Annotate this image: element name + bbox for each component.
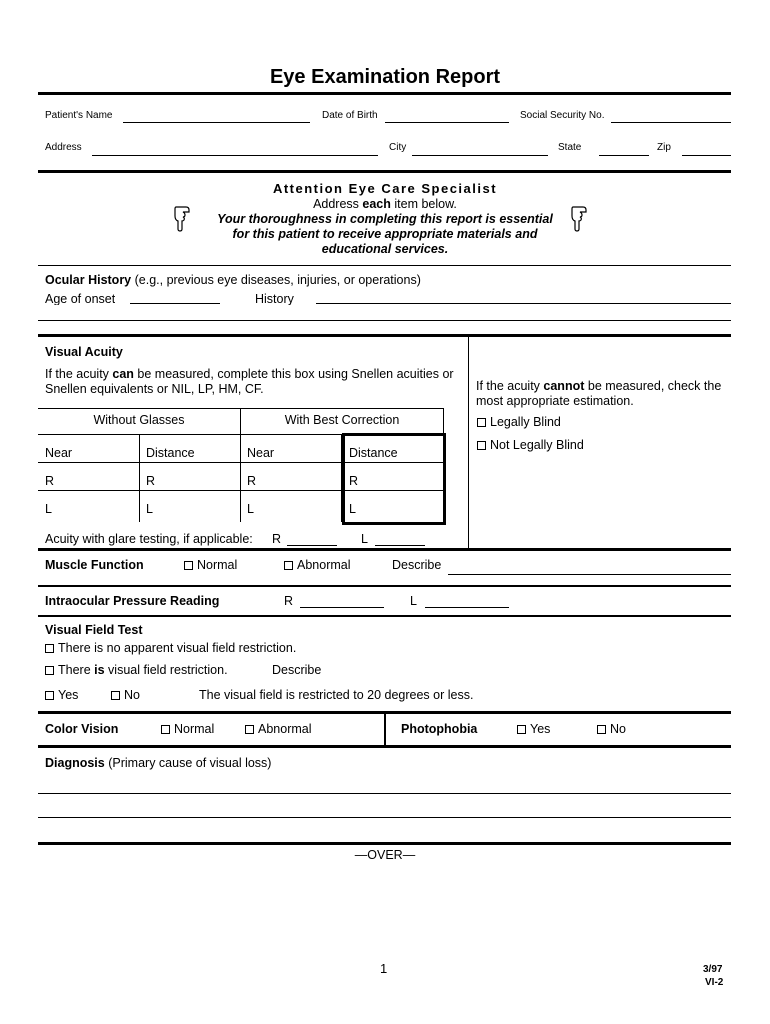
form-date: 3/97: [703, 964, 723, 975]
photophobia-heading: Photophobia: [401, 722, 478, 736]
table-border: [139, 434, 140, 522]
state-field[interactable]: [599, 155, 649, 156]
diagnosis-hint: (Primary cause of visual loss): [104, 756, 272, 770]
photophobia-no-option[interactable]: [597, 722, 626, 736]
patient-name-label: Patient's Name: [45, 110, 113, 121]
section-rule: [38, 334, 731, 337]
cell-r-distance-without[interactable]: R: [146, 474, 156, 488]
section-rule: [38, 615, 731, 617]
dob-label: Date of Birth: [322, 110, 378, 121]
color-vision-heading: Color Vision: [45, 722, 119, 736]
cell-l-near-without[interactable]: L: [45, 502, 52, 516]
restriction-pre: There: [58, 663, 95, 677]
acuity-divider: [468, 337, 469, 549]
address-field[interactable]: [92, 155, 378, 156]
glare-l-label: L: [361, 532, 368, 546]
cell-l-distance-without[interactable]: L: [146, 502, 153, 516]
cannot-pre: If the acuity: [476, 379, 544, 393]
checkbox[interactable]: [161, 725, 170, 734]
cell-r-near-with[interactable]: R: [247, 474, 257, 488]
section-rule: [38, 170, 731, 173]
form-code: VI-2: [705, 977, 724, 988]
ocular-history-hint: (e.g., previous eye diseases, injuries, or operations): [131, 273, 421, 287]
page-title: Eye Examination Report: [269, 66, 501, 88]
iop-r-label: R: [284, 594, 294, 608]
col-near-without: Near: [45, 446, 73, 460]
state-label: State: [558, 142, 582, 153]
muscle-abnormal-label: Abnormal: [297, 558, 351, 572]
color-normal-option[interactable]: [161, 722, 214, 736]
city-label: City: [389, 142, 407, 153]
section-rule: [38, 745, 731, 748]
diagnosis-line-1[interactable]: [38, 793, 731, 794]
zip-field[interactable]: [682, 155, 731, 156]
checkbox[interactable]: [284, 561, 293, 570]
attention-heading: Attention Eye Care Specialist: [272, 181, 498, 196]
acuity-instructions: [45, 367, 454, 381]
muscle-describe-label: Describe: [392, 558, 442, 572]
cell-l-near-with[interactable]: L: [247, 502, 254, 516]
legally-blind-option[interactable]: [477, 415, 561, 429]
color-photophobia-divider: [384, 714, 386, 746]
checkbox[interactable]: [45, 691, 54, 700]
without-glasses-header: Without Glasses: [93, 413, 185, 427]
restriction-describe-label: Describe: [272, 663, 322, 677]
legally-blind-label: Legally Blind: [490, 415, 561, 429]
iop-r-field[interactable]: [300, 607, 384, 608]
checkbox[interactable]: [597, 725, 606, 734]
history-second-line[interactable]: [38, 320, 731, 321]
diagnosis-heading: [45, 756, 271, 770]
cannot-bold: cannot: [543, 379, 585, 393]
restricted-no-option[interactable]: [111, 688, 140, 702]
attention-line2: Your thoroughness in completing this report is essential: [217, 212, 553, 226]
attention-line1-pre: Address: [313, 197, 363, 211]
ocular-history-heading: [45, 273, 421, 287]
iop-l-field[interactable]: [425, 607, 509, 608]
attention-rule: [38, 265, 731, 266]
ssn-label: Social Security No.: [520, 110, 605, 121]
cannot-measure-line2: most appropriate estimation.: [476, 394, 634, 408]
photophobia-no-label: No: [610, 722, 626, 736]
patient-name-field[interactable]: [123, 122, 310, 123]
section-rule: [38, 548, 731, 551]
no-restriction-option[interactable]: [45, 641, 296, 655]
iop-heading: Intraocular Pressure Reading: [45, 594, 220, 608]
attention-line1: [0, 197, 770, 211]
visual-field-heading: Visual Field Test: [45, 623, 143, 637]
col-distance-without: Distance: [146, 446, 195, 460]
checkbox[interactable]: [477, 441, 486, 450]
checkbox[interactable]: [184, 561, 193, 570]
ssn-field[interactable]: [611, 122, 731, 123]
restricted-no-label: No: [124, 688, 140, 702]
visual-acuity-heading: Visual Acuity: [45, 345, 123, 359]
glare-r-field[interactable]: [287, 545, 337, 546]
address-label: Address: [45, 142, 82, 153]
city-field[interactable]: [412, 155, 548, 156]
age-onset-label: Age of onset: [45, 292, 116, 305]
color-abnormal-label: Abnormal: [258, 722, 312, 736]
over-indicator: —OVER—: [354, 848, 416, 862]
diagnosis-title: Diagnosis: [45, 756, 105, 770]
color-abnormal-option[interactable]: [245, 722, 312, 736]
cell-r-near-without[interactable]: R: [45, 474, 55, 488]
no-restriction-label: There is no apparent visual field restriction.: [58, 641, 297, 655]
restricted-20-text: The visual field is restricted to 20 degrees or less.: [199, 688, 474, 702]
attention-line4: educational services.: [321, 242, 449, 256]
iop-l-label: L: [410, 594, 417, 608]
cannot-post: be measured, check the: [584, 379, 722, 393]
color-normal-label: Normal: [174, 722, 215, 736]
muscle-normal-label: Normal: [197, 558, 238, 572]
checkbox[interactable]: [517, 725, 526, 734]
title-rule: [38, 92, 731, 95]
checkbox[interactable]: [245, 725, 254, 734]
history-field[interactable]: [316, 303, 731, 304]
acuity-instr-post: be measured, complete this box using Snellen acuities or: [133, 367, 454, 381]
muscle-normal-option[interactable]: [184, 558, 237, 572]
attention-line1-bold: each: [362, 197, 391, 211]
not-legally-blind-option[interactable]: [477, 438, 584, 452]
cell-r-distance-with[interactable]: R: [349, 474, 359, 488]
col-near-with: Near: [247, 446, 275, 460]
checkbox[interactable]: [45, 644, 54, 653]
glare-label: Acuity with glare testing, if applicable:: [45, 532, 253, 546]
col-distance-with: Distance: [349, 446, 398, 460]
restriction-post: visual field restriction.: [104, 663, 228, 677]
attention-line3: for this patient to receive appropriate materials and: [232, 227, 538, 241]
cell-l-distance-with[interactable]: L: [349, 502, 356, 516]
zip-label: Zip: [657, 142, 671, 153]
checkbox[interactable]: [477, 418, 486, 427]
pointing-hand-icon: [172, 203, 192, 233]
age-onset-field[interactable]: [130, 303, 220, 304]
with-best-correction-header: With Best Correction: [284, 413, 400, 427]
diagnosis-line-2[interactable]: [38, 817, 731, 818]
acuity-instr-pre: If the acuity: [45, 367, 113, 381]
muscle-abnormal-option[interactable]: [284, 558, 351, 572]
acuity-table: [38, 408, 444, 522]
photophobia-yes-label: Yes: [530, 722, 551, 736]
restriction-option[interactable]: [45, 663, 228, 677]
pointing-hand-icon: [569, 203, 589, 233]
not-legally-blind-label: Not Legally Blind: [490, 438, 584, 452]
attention-line1-post: item below.: [390, 197, 457, 211]
history-label: History: [255, 292, 294, 305]
muscle-function-heading: Muscle Function: [45, 558, 144, 572]
restricted-yes-option[interactable]: [45, 688, 78, 702]
section-rule: [38, 842, 731, 845]
checkbox[interactable]: [111, 691, 120, 700]
dob-field[interactable]: [385, 122, 509, 123]
cannot-measure-text: [476, 379, 721, 393]
restricted-yes-label: Yes: [58, 688, 79, 702]
page-number: 1: [380, 961, 388, 976]
glare-r-label: R: [272, 532, 282, 546]
checkbox[interactable]: [45, 666, 54, 675]
acuity-instructions-line2: Snellen equivalents or NIL, LP, HM, CF.: [45, 382, 264, 396]
section-rule: [38, 585, 731, 587]
table-border: [38, 408, 444, 409]
acuity-instr-bold: can: [112, 367, 134, 381]
restriction-bold: is: [94, 663, 105, 677]
ocular-history-title: Ocular History: [45, 273, 132, 287]
muscle-describe-field[interactable]: [448, 574, 731, 575]
photophobia-yes-option[interactable]: [517, 722, 550, 736]
glare-l-field[interactable]: [375, 545, 425, 546]
